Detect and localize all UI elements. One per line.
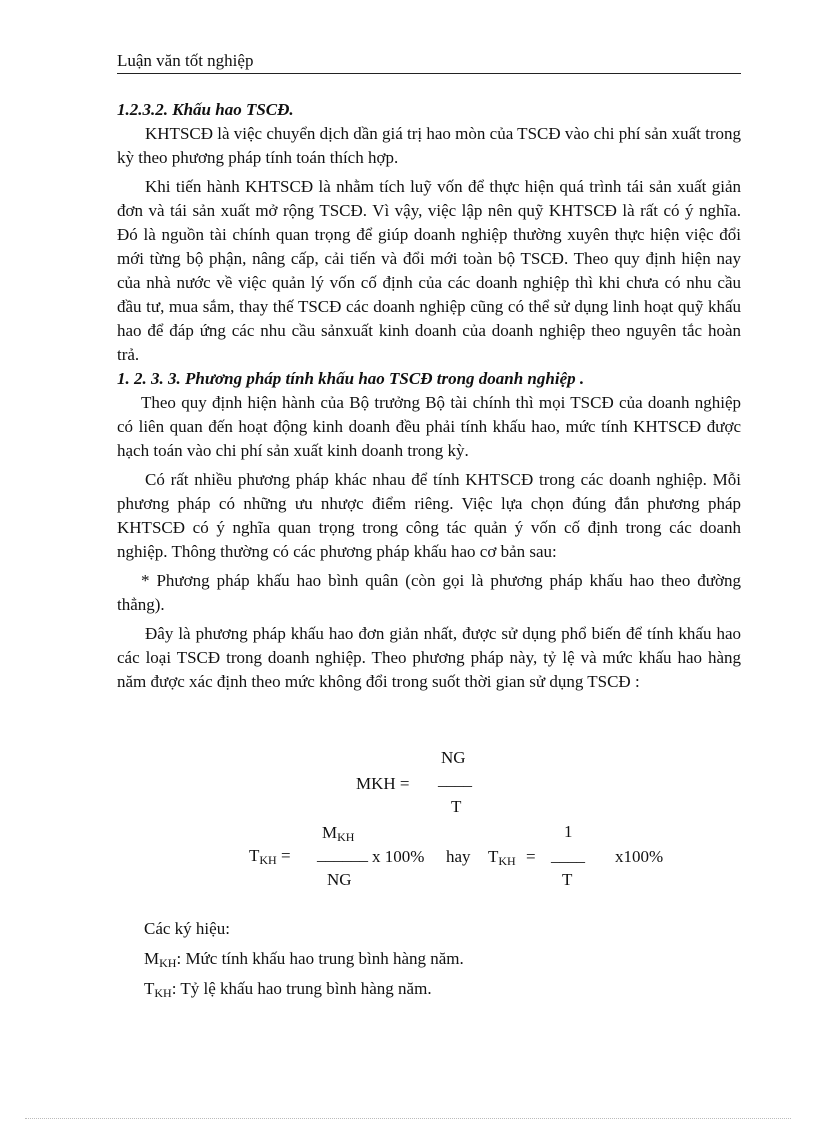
formula-tkh-multiplier-2: x100% xyxy=(615,847,664,866)
paragraph: Có rất nhiều phương pháp khác nhau để tính KHTSCĐ trong các doanh nghiệp. Mỗi phương pháp có những ưu nhược điểm riêng. Việc lựa chọn đúng đắn phương pháp KHTSCĐ có ý nghĩa quan trọng trong công tác quản ý vốn cố định trong các doanh nghiệp. Thông thường có các phương pháp khấu hao cơ bản sau: xyxy=(117,470,741,561)
paragraph: Khi tiến hành KHTSCĐ là nhằm tích luỹ vốn để thực hiện quá trình tái sản xuất giản đơn và tái sản xuất mở rộng TSCĐ. Vì vậy, việc lập nên quỹ KHTSCĐ là rất có ý nghĩa. Đó là nguồn tài chính quan trọng để giúp doanh nghiệp thường xuyên thực hiện việc đổi mới từng bộ phận, nâng cấp, cải tiến và đổi mới toàn bộ TSCĐ. Theo quy định hiện nay của nhà nước về việc quản lý vốn cố định của các doanh nghiệp thì khi chưa có nhu cầu đầu tư, mua sắm, thay thế TSCĐ các doanh nghiệp cũng có thể sử dụng linh hoạt quỹ khấu hao để đáp ứng các nhu cầu sảnxuất kinh doanh của doanh nghiệp theo nguyên tắc hoàn trả. xyxy=(117,177,741,364)
notation-tkh-desc: : Tỷ lệ khấu hao trung bình hàng năm. xyxy=(171,979,432,998)
formula-tkh-rhs xyxy=(488,847,536,867)
formula-tkh-denominator: NG xyxy=(327,870,352,889)
formula-hay: hay xyxy=(446,847,471,866)
subscript-kh: KH xyxy=(159,956,177,970)
formula-mkh-lhs: MKH = xyxy=(356,774,410,793)
formula-tkh-numerator-2: 1 xyxy=(564,822,573,841)
bullet-paragraph: * Phương pháp khấu hao bình quân (còn gọi là phương pháp khấu hao theo đường thẳng). xyxy=(117,571,741,614)
notation-mkh-desc: : Mức tính khấu hao trung bình hàng năm. xyxy=(176,949,464,968)
equals-sign: = xyxy=(280,846,291,865)
paragraph: Đây là phương pháp khấu hao đơn giản nhất, được sử dụng phổ biến để tính khấu hao các loại TSCĐ trong doanh nghiệp. Theo phương pháp này, tỷ lệ và mức khấu hao hàng năm được xác định theo mức không đổi trong suốt thời gian sử dụng TSCĐ : xyxy=(117,624,741,691)
symbol-m: M xyxy=(144,949,160,968)
header-title: Luận văn tốt nghiệp xyxy=(117,51,254,70)
section-heading-1-2-3-3: 1. 2. 3. 3. Phương pháp tính khấu hao TSCĐ trong doanh nghiệp . xyxy=(117,369,585,388)
page-bottom-dotted-divider xyxy=(25,1118,791,1119)
paragraph: KHTSCĐ là việc chuyển dịch dần giá trị hao mòn của TSCĐ vào chi phí sản xuất trong kỳ theo phương pháp tính toán thích hợp. xyxy=(117,124,741,167)
subscript-kh: KH xyxy=(154,986,172,1000)
document-body xyxy=(117,98,741,694)
notation-mkh xyxy=(144,944,744,974)
symbol-m: M xyxy=(322,823,338,842)
symbol-t: T xyxy=(249,846,260,865)
symbol-t: T xyxy=(488,847,499,866)
section-heading-1-2-3-2: 1.2.3.2. Khấu hao TSCĐ. xyxy=(117,100,294,119)
formula-tkh-lhs xyxy=(249,846,291,866)
formula-tkh-fraction-bar-2: ____ xyxy=(551,846,585,865)
formula-mkh-denominator: T xyxy=(451,797,462,816)
notation-title: Các ký hiệu: xyxy=(144,919,230,938)
formula-mkh-fraction-bar: ____ xyxy=(438,770,472,789)
formula-mkh-numerator: NG xyxy=(441,748,466,767)
paragraph: Theo quy định hiện hành của Bộ trưởng Bộ tài chính thì mọi TSCĐ của doanh nghiệp có liên quan đến hoạt động kinh doanh đều phải tính khấu hao, mức tính KHTSCĐ được hạch toán vào chi phí sản xuất kinh doanh trong kỳ. xyxy=(117,393,741,460)
formula-tkh-multiplier: x 100% xyxy=(372,847,425,866)
symbol-t: T xyxy=(144,979,155,998)
formula-tkh-denominator-2: T xyxy=(562,870,573,889)
notation-block xyxy=(144,914,744,1004)
page-header xyxy=(117,50,741,74)
equals-sign: = xyxy=(525,847,536,866)
subscript-kh: KH xyxy=(259,853,277,867)
formula-tkh-numerator xyxy=(322,823,354,843)
formula-tkh-fraction-bar: ______ xyxy=(317,845,368,864)
notation-tkh xyxy=(144,974,744,1004)
subscript-kh: KH xyxy=(337,830,355,844)
subscript-kh: KH xyxy=(498,854,516,868)
